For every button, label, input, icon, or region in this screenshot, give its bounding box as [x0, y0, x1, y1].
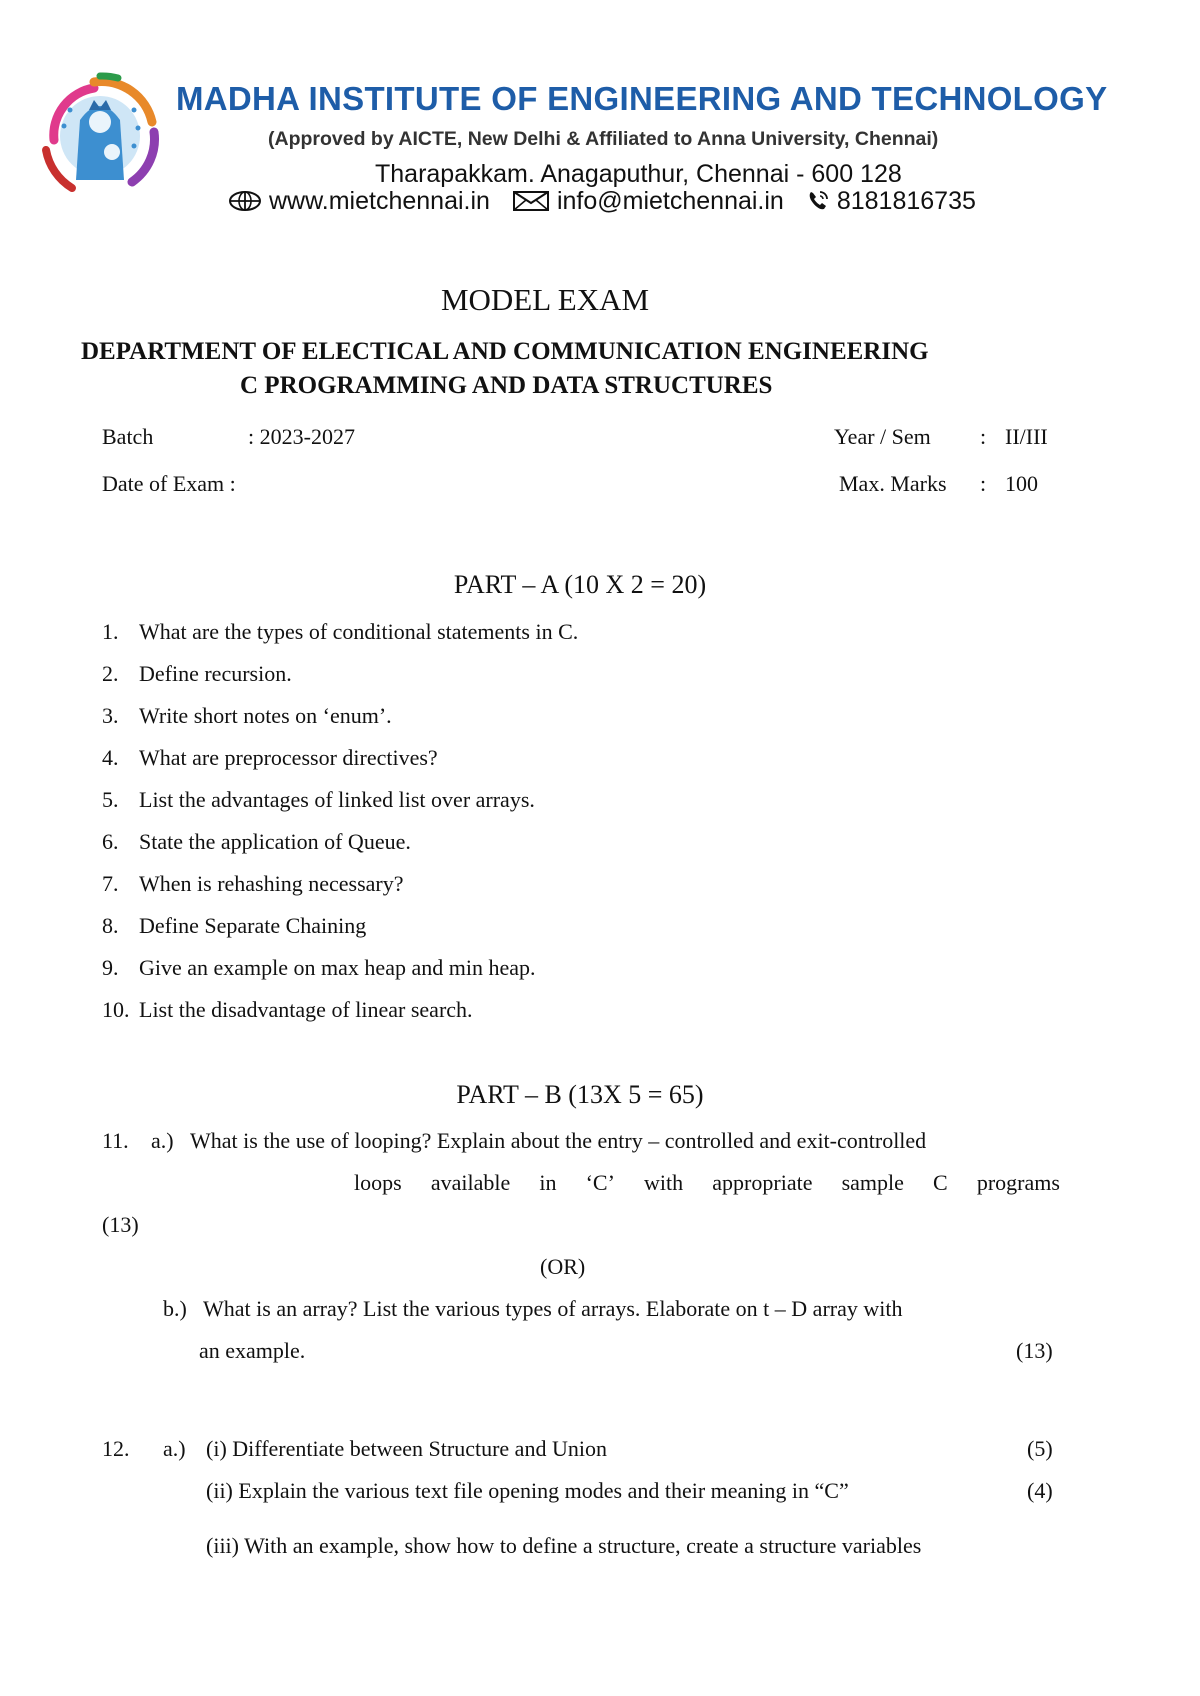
date-of-exam-label: Date of Exam :: [102, 471, 236, 496]
question-item: 3. Write short notes on ‘enum’.: [102, 703, 392, 728]
question-11a-marks: (13): [102, 1212, 139, 1237]
question-12a-ii-marks: (4): [1027, 1478, 1053, 1503]
email-contact: [512, 187, 784, 216]
institute-logo: [34, 70, 164, 200]
question-item: 4. What are preprocessor directives?: [102, 745, 438, 770]
institute-approval: (Approved by AICTE, New Delhi & Affiliated to Anna University, Chennai): [268, 128, 939, 150]
question-item: 8. Define Separate Chaining: [102, 913, 367, 938]
envelope-icon: [512, 190, 550, 212]
question-item: 1. What are the types of conditional statements in C.: [102, 619, 579, 644]
contact-row: [228, 186, 998, 216]
phone-text: 8181816735: [836, 186, 976, 215]
year-sem-value: II/III: [1005, 424, 1048, 449]
question-11b-label: b.): [163, 1296, 187, 1321]
question-11b-text-line2: an example.: [199, 1338, 306, 1363]
question-11a-text-line2: loops available in ‘C’ with appropriate sample C programs: [354, 1170, 1060, 1195]
question-12a-i-marks: (5): [1027, 1436, 1053, 1461]
year-sem-colon: :: [980, 424, 987, 449]
institute-name: MADHA INSTITUTE OF ENGINEERING AND TECHNOLOGY: [176, 80, 1108, 117]
email-text: info@mietchennai.in: [556, 186, 784, 215]
globe-icon: [228, 190, 262, 212]
department-name: DEPARTMENT OF ELECTICAL AND COMMUNICATION ENGINEERING: [81, 338, 929, 365]
question-item: 5. List the advantages of linked list over arrays.: [102, 787, 535, 812]
question-item: 9. Give an example on max heap and min heap.: [102, 955, 536, 980]
subject-name: C PROGRAMMING AND DATA STRUCTURES: [240, 372, 773, 399]
question-11b-text-line1: What is an array? List the various types of arrays. Elaborate on t – D array with: [203, 1296, 903, 1321]
question-12a-label: a.): [163, 1436, 186, 1461]
question-12-number: 12.: [102, 1436, 130, 1461]
phone-icon: [806, 189, 830, 213]
exam-title: MODEL EXAM: [440, 282, 650, 317]
question-12a-ii: (ii) Explain the various text file opening modes and their meaning in “C”: [206, 1478, 849, 1503]
max-marks-label: Max. Marks: [839, 471, 947, 496]
max-marks-colon: :: [980, 471, 987, 496]
question-12a-iii: (iii) With an example, show how to define a structure, create a structure variables: [206, 1533, 922, 1558]
question-item: 2. Define recursion.: [102, 661, 292, 686]
max-marks-value: 100: [1005, 471, 1038, 496]
question-item: 6. State the application of Queue.: [102, 829, 411, 854]
website-contact: [228, 187, 490, 216]
question-item: 7. When is rehashing necessary?: [102, 871, 404, 896]
batch-label: Batch: [102, 424, 154, 449]
question-11a-label: a.): [151, 1128, 174, 1153]
part-a-heading: PART – A (10 X 2 = 20): [453, 570, 707, 599]
question-12a-i: (i) Differentiate between Structure and Union: [206, 1436, 607, 1461]
question-11b-marks: (13): [1016, 1338, 1053, 1363]
question-11-number: 11.: [102, 1128, 129, 1153]
question-11a-text-line1: What is the use of looping? Explain about the entry – controlled and exit-controlled: [190, 1128, 927, 1153]
year-sem-label: Year / Sem: [834, 424, 931, 449]
part-b-heading: PART – B (13X 5 = 65): [456, 1080, 704, 1109]
or-separator: (OR): [540, 1254, 586, 1279]
website-text: www.mietchennai.in: [269, 186, 490, 215]
batch-value: : 2023-2027: [248, 424, 355, 449]
question-item: 10. List the disadvantage of linear search.: [102, 997, 473, 1022]
institute-address: Tharapakkam. Anagaputhur, Chennai - 600 128: [375, 160, 902, 188]
phone-contact: [806, 187, 976, 216]
